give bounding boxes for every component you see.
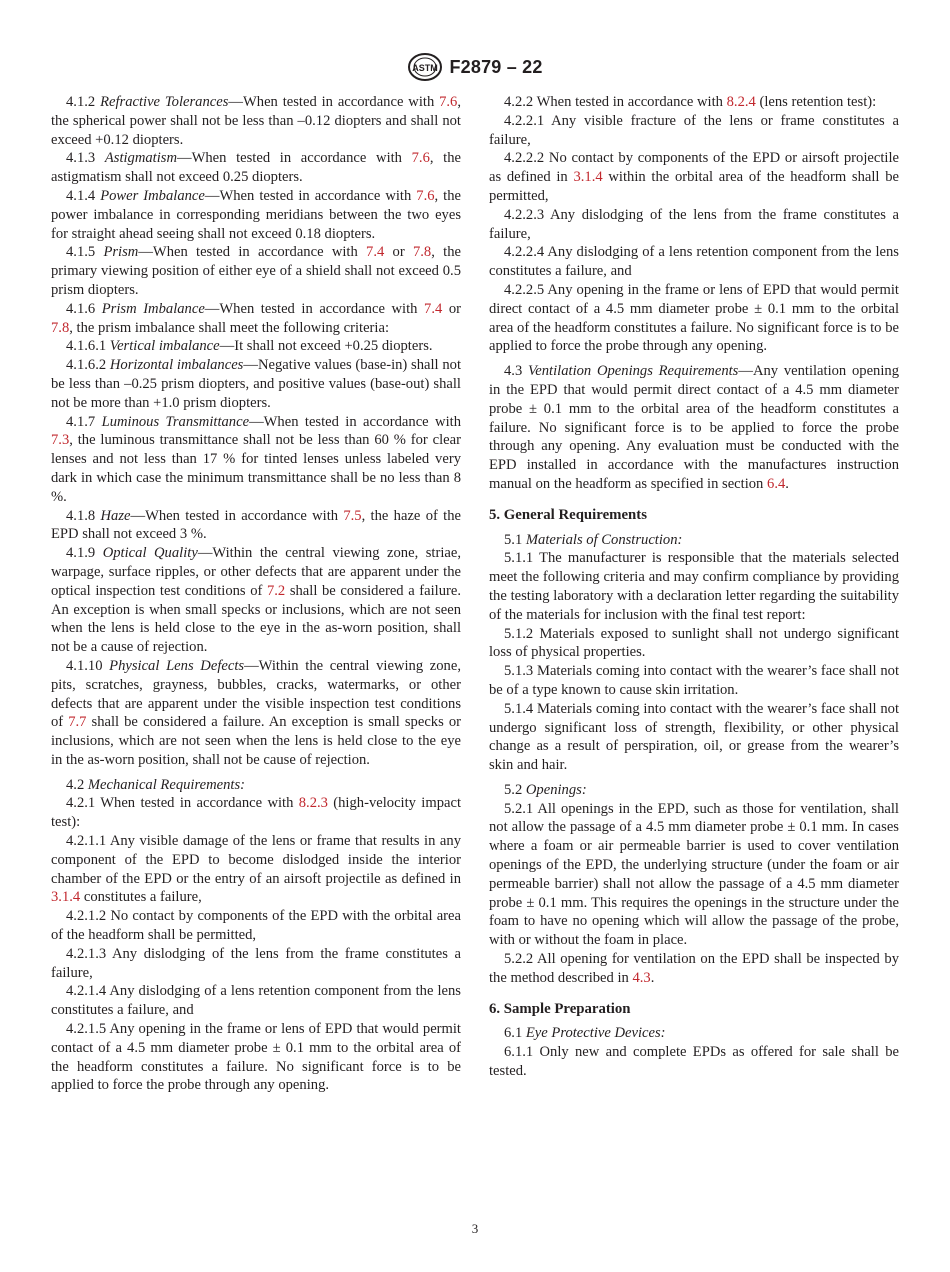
ref-link[interactable]: 7.4	[366, 244, 385, 261]
section-4-1-4: 4.1.4 Power Imbalance—When tested in accordance with 7.6, the power imbalance in corresponding meridians between the two eyes for straight ahead seeing shall not exceed 0.18 diopters.	[51, 187, 461, 242]
ref-link[interactable]: 7.6	[439, 94, 458, 110]
section-5-1-4: 5.1.4 Materials coming into contact with the wearer’s face shall not undergo significant loss of strength, flexibility, or other physical change as a result of perspiration, oil, or grease from the wearer’s skin and hair.	[489, 700, 899, 774]
section-4-2-1-5: 4.2.1.5 Any opening in the frame or lens of EPD that would permit contact of a 4.5 mm diameter probe ± 0.1 mm to the orbital area of the headform constitutes a failure. No significant force is to be applied to force the probe through any opening.	[51, 1021, 461, 1094]
section-4-1-10: 4.1.10 Physical Lens Defects—Within the central viewing zone, pits, scratches, grayness, bubbles, cracks, watermarks, or other defects that are apparent under the visible inspection test conditions of 7.7 shall be considered a failure. An exception is small specks or inclusions, which are not seen when the lens is held close to the eye in the as-worn position, shall not be cause of rejection.	[51, 657, 461, 768]
heading-general-requirements: 5. General Requirements	[489, 506, 647, 523]
section-4-1-7: 4.1.7 Luminous Transmittance—When tested in accordance with 7.3, the luminous transmittance shall not be less than 60 % for clear lenses and not less than 17 % for tinted lenses unless labeled very dark in which case the minimum transmittance shall be no less than 8 %.	[51, 413, 461, 505]
section-4-2-2-5: 4.2.2.5 Any opening in the frame or lens of EPD that would permit direct contact of a 4.5 mm diameter probe ± 0.1 mm to the orbital area of the headform constitutes a failure. No significant force is to be applied to force the probe through any opening.	[489, 281, 899, 355]
section-4-2-1-2: 4.2.1.2 No contact by components of the EPD with the orbital area of the headform shall be permitted,	[51, 908, 461, 944]
section-4-1-9: 4.1.9 Optical Quality—Within the central viewing zone, striae, warpage, surface ripples, or other defects that are apparent under the optical inspection test conditions of 7.2 shall be considered a failure. An exception is when small specks or inclusions, which are not seen when the lens is held close to the eye in the as-worn position, shall not be a cause of rejection.	[51, 545, 462, 656]
ref-link[interactable]: 7.8	[412, 244, 432, 261]
section-5-1: 5.1 Materials of Construction:	[504, 531, 683, 548]
section-5-1-1: 5.1.1 The manufacturer is responsible that the materials selected meet the following criteria and may confirm compliance by providing the testing laboratory with a declaration letter regarding the suitability of the materials for inclusion with the final test report:	[489, 550, 899, 623]
left-column	[51, 93, 461, 1095]
section-4-1-2: 4.1.2 Refractive Tolerances—When tested in accordance with 7.6, the spherical power shall not be less than –0.12 diopters and shall not exceed +0.12 diopters.	[51, 94, 462, 148]
ref-link[interactable]: 6.4	[767, 475, 786, 492]
ref-link[interactable]: 7.2	[266, 582, 286, 599]
section-4-2-1-1: 4.2.1.1 Any visible damage of the lens or frame that results in any component of the EPD to become dislodged inside the interior chamber of the EPD or the entry of an airsoft projectile as defined in 3.1.4 constitutes a failure,	[51, 833, 461, 906]
section-4-2-2-1: 4.2.2.1 Any visible fracture of the lens or frame constitutes a failure,	[489, 112, 899, 148]
ref-link[interactable]: 7.8	[51, 319, 70, 336]
section-5-2-1: 5.2.1 All openings in the EPD, such as those for ventilation, shall not allow the passage of a 4.5 mm diameter probe ± 0.1 mm. In cases where a foam or air permeable barrier is used to cover ventilation openings of the EPD, the underlying structure (under the foam or air permeable barrier) shall not allow the passage of a 4.5 mm diameter probe ± 0.1 mm. This requires the openings in the structure under the foam to have no opening which will allow the passage of the probe, with or without the foam in place.	[489, 800, 899, 949]
section-4-2-1: 4.2.1 When tested in accordance with 8.2.3 (high-velocity impact test):	[51, 795, 461, 831]
section-5-1-2: 5.1.2 Materials exposed to sunlight shall not undergo significant loss of physical properties.	[489, 625, 899, 661]
ref-link[interactable]: 7.3	[51, 432, 70, 449]
section-4-2-1-4: 4.2.1.4 Any dislodging of a lens retention component from the lens constitutes a failure, and	[51, 983, 461, 1019]
page-header	[0, 52, 950, 82]
ref-link[interactable]: 8.2.3	[298, 795, 328, 812]
section-4-2-2-3: 4.2.2.3 Any dislodging of the lens from the frame constitutes a failure,	[489, 206, 899, 242]
ref-link[interactable]: 7.4	[424, 300, 443, 317]
section-5-1-3: 5.1.3 Materials coming into contact with the wearer’s face shall not be of a type known to cause skin irritation.	[489, 663, 899, 698]
ref-link[interactable]: 7.6	[416, 187, 435, 204]
section-6-1: 6.1 Eye Protective Devices:	[504, 1025, 666, 1042]
ref-link[interactable]: 3.1.4	[573, 169, 603, 186]
section-6-1-1: 6.1.1 Only new and complete EPDs as offered for sale shall be tested.	[489, 1044, 899, 1080]
astm-logo-icon	[407, 52, 443, 82]
section-4-2-2-4: 4.2.2.4 Any dislodging of a lens retention component from the lens constitutes a failure, and	[489, 244, 899, 280]
right-column	[489, 93, 899, 1081]
ref-link[interactable]: 3.1.4	[51, 889, 81, 906]
heading-sample-preparation: 6. Sample Preparation	[489, 1000, 631, 1017]
ref-link[interactable]: 7.6	[411, 150, 430, 167]
document-id: F2879 – 22	[449, 56, 543, 77]
section-4-2: 4.2 Mechanical Requirements:	[66, 776, 245, 793]
ref-link[interactable]: 8.2.4	[726, 94, 756, 110]
ref-link[interactable]: 4.3	[632, 969, 651, 986]
section-4-3: 4.3 Ventilation Openings Requirements—Any ventilation opening in the EPD that would permit direct contact of a 4.5 mm diameter probe ± 0.1 mm to the orbital area of the headform constitutes a failure. No significant force is to be applied to force the probe through any opening. Any evaluation must be conducted with the EPD installed in accordance with the manufactures instruction manual on the headform as specified in section 6.4.	[489, 363, 899, 492]
section-4-1-3: 4.1.3 Astigmatism—When tested in accordance with 7.6, the astigmatism shall not exceed 0.25 diopters.	[51, 150, 461, 186]
svg-text:ASTM: ASTM	[412, 63, 439, 73]
section-4-1-6-1: 4.1.6.1 Vertical imbalance—It shall not exceed +0.25 diopters.	[66, 338, 433, 355]
page-number: 3	[471, 1221, 479, 1236]
ref-link[interactable]: 7.5	[343, 507, 362, 524]
section-4-2-2: 4.2.2 When tested in accordance with 8.2.4 (lens retention test):	[504, 94, 877, 110]
section-4-1-6-2: 4.1.6.2 Horizontal imbalances—Negative values (base-in) shall not be less than –0.25 prism diopters, and positive values (base-out) shall not be more than +1.0 prism diopters.	[51, 357, 462, 411]
section-4-1-8: 4.1.8 Haze—When tested in accordance with 7.5, the haze of the EPD shall not exceed 3 %.	[51, 507, 461, 543]
section-4-2-2-2: 4.2.2.2 No contact by components of the EPD or airsoft projectile as defined in 3.1.4 within the orbital area of the headform shall be permitted,	[489, 150, 899, 204]
ref-link[interactable]: 7.7	[68, 714, 87, 731]
section-5-2: 5.2 Openings:	[504, 781, 587, 798]
section-4-1-5: 4.1.5 Prism—When tested in accordance with 7.4 or 7.8, the primary viewing position of either eye of a shield shall not exceed 0.5 prism diopters.	[51, 244, 461, 298]
section-4-1-6: 4.1.6 Prism Imbalance—When tested in accordance with 7.4 or 7.8, the prism imbalance shall meet the following criteria:	[51, 300, 461, 336]
section-4-2-1-3: 4.2.1.3 Any dislodging of the lens from the frame constitutes a failure,	[51, 945, 461, 981]
section-5-2-2: 5.2.2 All opening for ventilation on the EPD shall be inspected by the method described in 4.3.	[489, 951, 899, 986]
